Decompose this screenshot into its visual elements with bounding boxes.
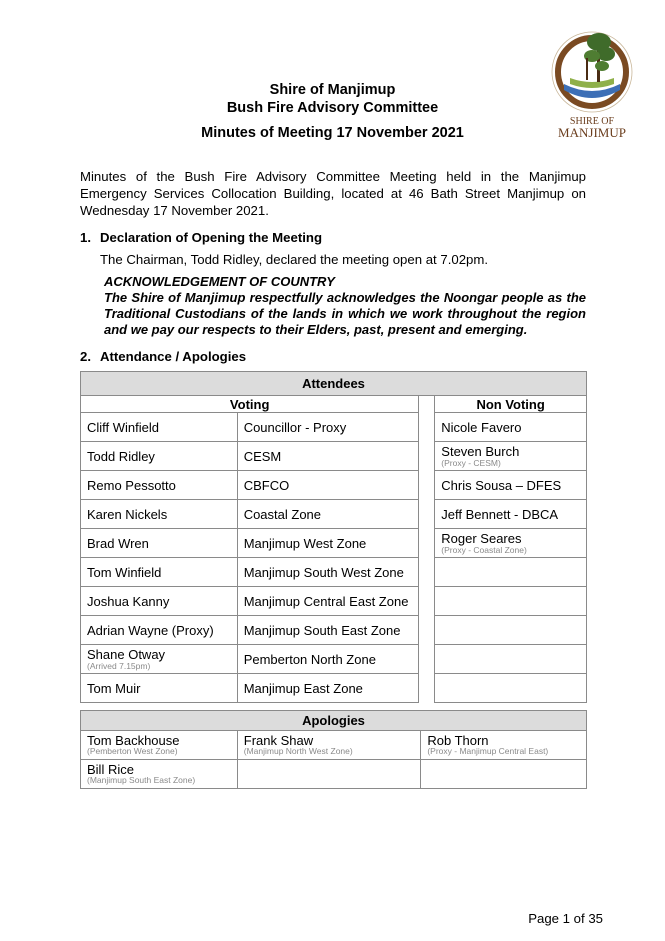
doc-title-line1: Shire of Manjimup [269, 82, 396, 98]
table-gap [419, 616, 435, 645]
nonvoting-note: (Proxy - Coastal Zone) [441, 545, 527, 555]
attendee-name: Brad Wren [87, 535, 149, 551]
section-1-number: 1. [80, 230, 91, 245]
nonvoting-name: Roger Seares [441, 531, 522, 546]
voting-header: Voting [81, 396, 419, 413]
nonvoting-header: Non Voting [435, 396, 587, 413]
nonvoting-cell [435, 587, 587, 616]
attendees-title: Attendees [81, 372, 587, 396]
nonvoting-name: Nicole Favero [441, 419, 522, 435]
attendees-header-row [81, 396, 587, 413]
apology-name: Tom Backhouse [87, 733, 180, 748]
apology-cell [237, 760, 421, 789]
attendee-name: Remo Pessotto [87, 477, 176, 493]
opening-text: The Chairman, Todd Ridley, declared the meeting open at 7.02pm. [100, 252, 489, 267]
section-2-heading [80, 349, 246, 364]
attendee-note: (Arrived 7.15pm) [87, 661, 151, 671]
attendee-row [81, 529, 587, 558]
apology-cell [421, 731, 587, 760]
nonvoting-cell [435, 645, 587, 674]
attendee-name-cell [81, 674, 238, 703]
nonvoting-cell [435, 413, 587, 442]
attendee-role: Manjimup West Zone [237, 529, 419, 558]
attendee-row [81, 587, 587, 616]
attendee-role: CESM [237, 442, 419, 471]
attendee-row [81, 442, 587, 471]
table-gap [419, 558, 435, 587]
attendee-row [81, 471, 587, 500]
attendee-row [81, 674, 587, 703]
nonvoting-cell [435, 616, 587, 645]
nonvoting-cell [435, 674, 587, 703]
intro-paragraph: Minutes of the Bush Fire Advisory Committee Meeting held in the Manjimup Emergency Services Collocation Building, located at 46 Bath Street Manjimup on Wednesday 17 November 2021. [80, 169, 586, 218]
apology-name: Frank Shaw [243, 733, 314, 748]
attendee-name-cell [81, 558, 238, 587]
attendee-row [81, 500, 587, 529]
acknowledgement-title: ACKNOWLEDGEMENT OF COUNTRY [104, 274, 335, 289]
table-gap [419, 413, 435, 442]
apology-name: Rob Thorn [427, 733, 489, 748]
attendee-role: Manjimup Central East Zone [237, 587, 419, 616]
nonvoting-cell [435, 442, 587, 471]
attendee-name-cell [81, 413, 238, 442]
section-2-number: 2. [80, 349, 91, 364]
attendee-name: Todd Ridley [87, 448, 155, 464]
apology-row [81, 731, 587, 760]
attendees-table [80, 371, 587, 703]
attendee-name-cell [81, 529, 238, 558]
acknowledgement-text: The Shire of Manjimup respectfully acknowledges the Noongar people as the Traditional Custodians of the lands in which we work throughout the region and we pay our respects to their Elders, past, present and emerging. [104, 290, 586, 337]
apology-name: Bill Rice [87, 762, 134, 777]
apology-cell [81, 731, 238, 760]
table-gap [419, 442, 435, 471]
attendee-name: Karen Nickels [87, 506, 168, 522]
attendee-name-cell [81, 500, 238, 529]
logo-shire-text: SHIRE OF [569, 116, 615, 127]
attendee-row [81, 558, 587, 587]
attendee-name: Tom Muir [87, 680, 141, 696]
attendee-role: CBFCO [237, 471, 419, 500]
apology-cell [81, 760, 238, 789]
nonvoting-cell [435, 471, 587, 500]
nonvoting-cell [435, 500, 587, 529]
apology-cell [421, 760, 587, 789]
attendee-name-cell [81, 587, 238, 616]
section-1-title: Declaration of Opening the Meeting [100, 230, 323, 245]
table-gap [419, 645, 435, 674]
attendee-role: Manjimup East Zone [237, 674, 419, 703]
table-gap [419, 471, 435, 500]
apologies-title-row [81, 711, 587, 731]
nonvoting-note: (Proxy - CESM) [441, 458, 501, 468]
apology-note: (Manjimup North West Zone) [243, 746, 353, 756]
section-1-heading [80, 230, 322, 245]
table-gap [419, 529, 435, 558]
attendee-role: Pemberton North Zone [237, 645, 419, 674]
nonvoting-cell [435, 529, 587, 558]
attendee-name: Cliff Winfield [87, 419, 160, 435]
apology-row [81, 760, 587, 789]
table-gap [419, 674, 435, 703]
nonvoting-name: Chris Sousa – DFES [441, 477, 562, 493]
attendee-name-cell [81, 471, 238, 500]
attendee-name-cell [81, 645, 238, 674]
nonvoting-name: Jeff Bennett - DBCA [441, 506, 559, 522]
logo-trunk-2 [586, 58, 588, 80]
doc-title-line3: Minutes of Meeting 17 November 2021 [201, 125, 464, 141]
attendee-role: Councillor - Proxy [237, 413, 419, 442]
page-number: Page 1 of 35 [528, 911, 603, 926]
attendee-row [81, 413, 587, 442]
attendee-role: Manjimup South West Zone [237, 558, 419, 587]
attendee-name: Tom Winfield [87, 564, 162, 580]
logo-canopy-2 [597, 47, 615, 61]
nonvoting-cell [435, 558, 587, 587]
logo-name-text: MANJIMUP [558, 125, 626, 138]
apologies-title: Apologies [81, 711, 587, 731]
doc-title-line2: Bush Fire Advisory Committee [226, 100, 439, 116]
attendee-name-cell [81, 442, 238, 471]
attendee-name: Shane Otway [87, 647, 166, 662]
logo-canopy-4 [595, 61, 609, 71]
attendee-row [81, 645, 587, 674]
attendee-role: Manjimup South East Zone [237, 616, 419, 645]
apology-note: (Proxy - Manjimup Central East) [427, 746, 549, 756]
table-gap [419, 587, 435, 616]
apology-note: (Pemberton West Zone) [87, 746, 178, 756]
table-gap [419, 396, 435, 413]
apologies-table [80, 710, 587, 789]
attendee-name: Joshua Kanny [87, 593, 170, 609]
attendees-title-row [81, 372, 587, 396]
attendee-name: Adrian Wayne (Proxy) [87, 622, 214, 638]
nonvoting-name: Steven Burch [441, 444, 520, 459]
attendee-name-cell [81, 616, 238, 645]
apology-note: (Manjimup South East Zone) [87, 775, 196, 785]
section-2-title: Attendance / Apologies [100, 349, 247, 364]
attendee-role: Coastal Zone [237, 500, 419, 529]
table-gap [419, 500, 435, 529]
attendee-row [81, 616, 587, 645]
apology-cell [237, 731, 421, 760]
